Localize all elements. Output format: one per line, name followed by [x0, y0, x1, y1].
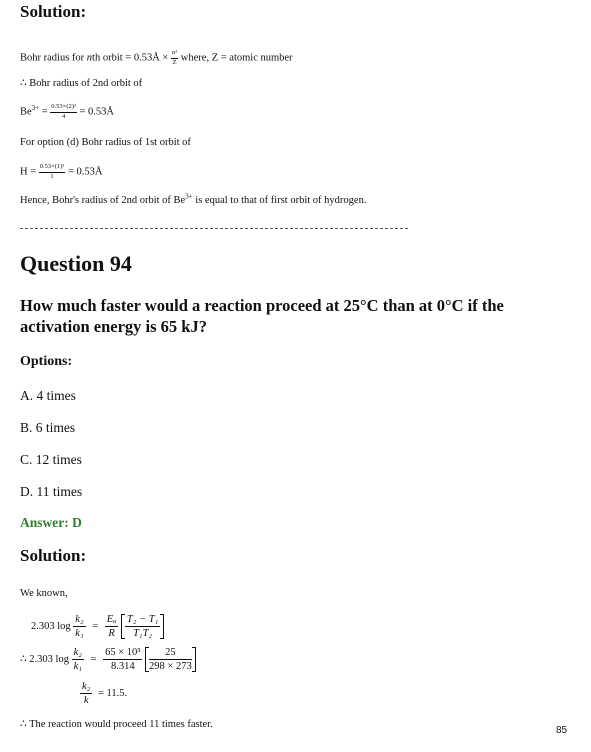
solution-heading-2: Solution: [20, 546, 87, 565]
bohr-radius-formula: Bohr radius for nth orbit = 0.53Å × $\frac{\text{n²}}{Z}$ where, Z = atomic number [20, 49, 293, 66]
option-d: D. 11 times [20, 484, 83, 499]
question-title: Question 94 [20, 251, 132, 276]
section-divider [20, 228, 408, 229]
option-c: C. 12 times [20, 452, 82, 467]
bohr-2nd-orbit-line: ∴ Bohr radius of 2nd orbit of [20, 78, 143, 89]
option-b: B. 6 times [20, 420, 76, 435]
question-text: How much faster would a reaction proceed at 25°C than at 0°C if the activation energy is 65 kJ? [20, 296, 504, 336]
substituted-equation: ∴ 2.303 log $\frac{\text{k₂}}{\text{k₁}}$ = $\frac{\text{65 × 10³}}{8.314}$ $\frac{25}{298 \times 273}$ [20, 647, 196, 672]
h-radius-equation: H = $\frac{\text{0.53×(1)²}}{1}$ = 0.53Å [20, 163, 103, 180]
option-a: A. 4 times [20, 388, 76, 403]
we-known-line: We known, [20, 588, 68, 599]
options-heading: Options: [20, 354, 73, 369]
be-radius-equation: $Be^{3+}$ = $\frac{\text{0.53×(2)²}}{4}$ = 0.53Å [20, 103, 115, 120]
conclusion-line: Hence, Bohr's radius of 2nd orbit of $Be^{3+}$ is equal to that of first orbit of hydrogen. [20, 192, 367, 206]
option-d-line: For option (d) Bohr radius of 1st orbit of [20, 137, 191, 148]
result-equation: $\frac{\text{k₂}}{k}$ = 11.5. [82, 681, 128, 707]
solution-heading: Solution: [20, 2, 87, 21]
arrhenius-equation: 2.303 log $\frac{\text{k₂}}{\text{k₁}}$ = $\frac{\text{Eₐ}}{R}$ $\frac{\text{T₂ − T₁}}{\text{T₁T₂}}$ [31, 614, 164, 639]
page-number: 85 [556, 725, 568, 736]
final-answer-line: ∴ The reaction would proceed 11 times faster. [20, 719, 213, 730]
answer-label: Answer: D [20, 515, 82, 530]
